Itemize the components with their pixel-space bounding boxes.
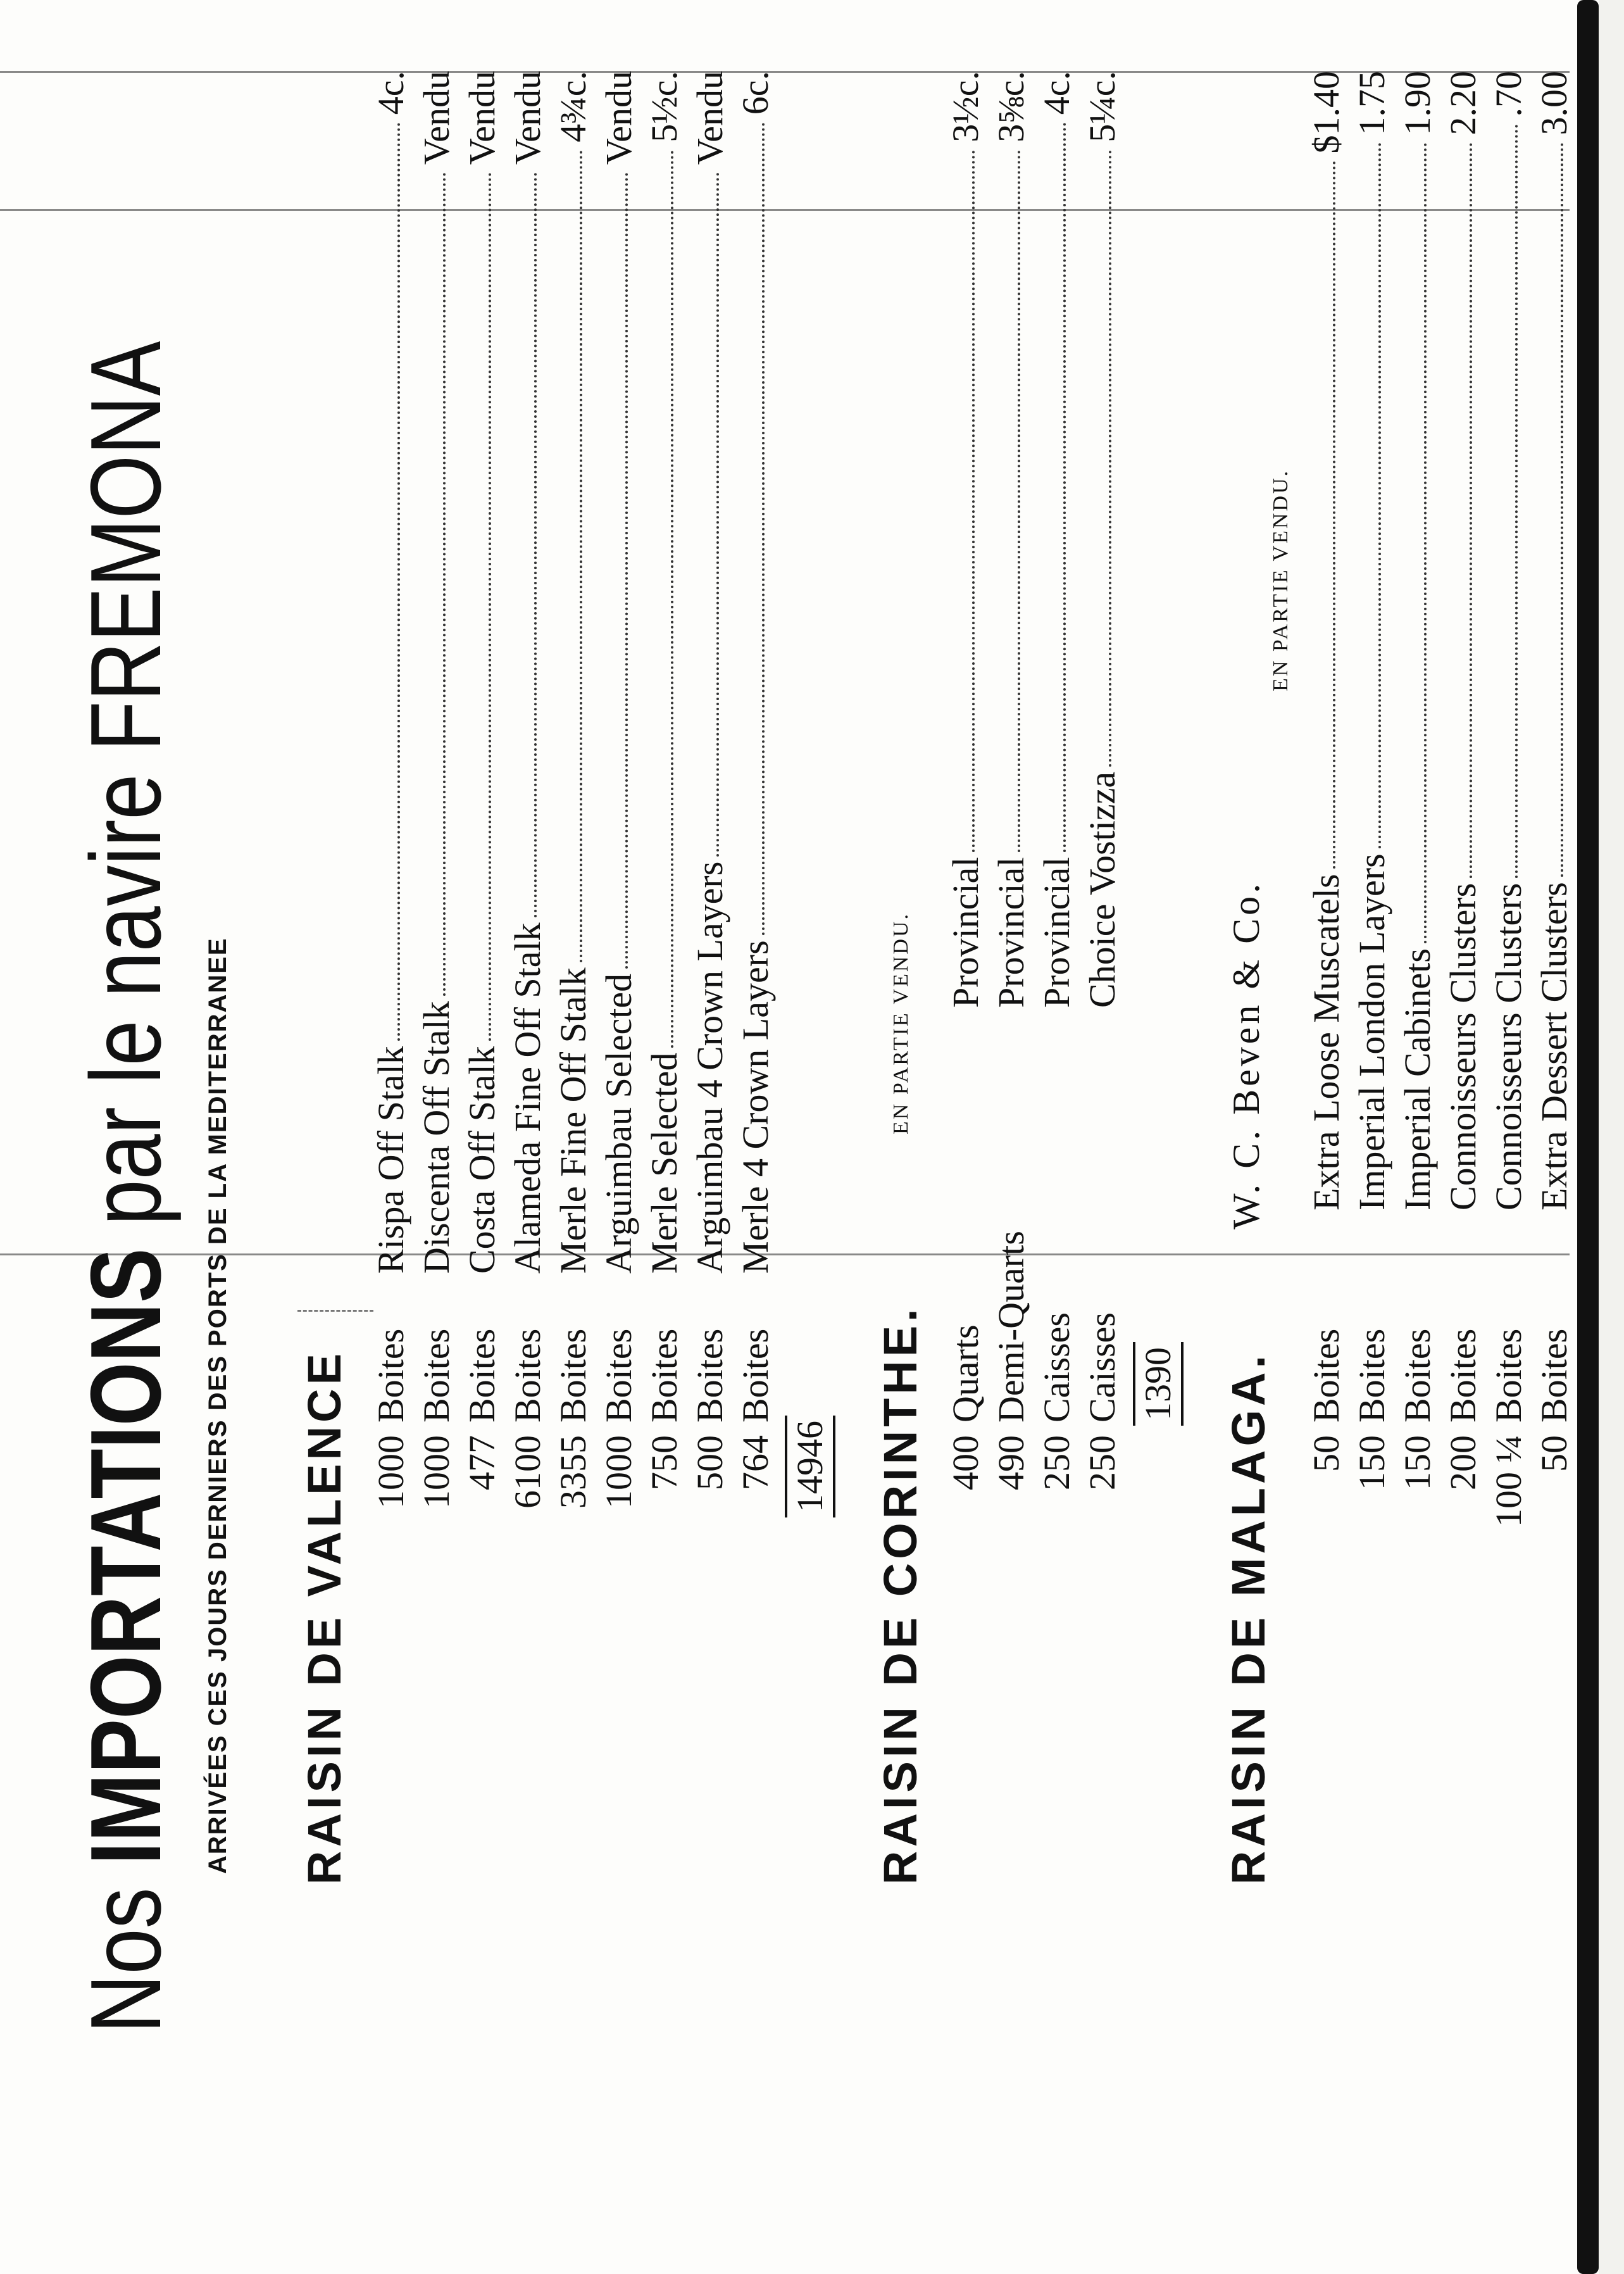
table-row: [1349, 27, 1395, 1546]
row-price: Vendu: [689, 71, 730, 165]
corinthe-table: [943, 27, 1125, 1546]
row-price: Vendu: [507, 71, 548, 165]
row-quantity: 250: [1082, 1435, 1123, 1490]
title-suffix: par le navire FREMONA: [70, 341, 182, 1226]
table-row: [1304, 27, 1349, 1546]
row-unit: Boites: [370, 1328, 411, 1423]
table-row: [733, 27, 778, 1546]
dot-leader: [580, 150, 582, 962]
row-unit: Boites: [598, 1328, 639, 1423]
corinthe-status-note: EN PARTIE VENDU.: [889, 912, 913, 1134]
row-description: Connoisseurs Clusters: [1442, 883, 1483, 1210]
table-row: [1080, 27, 1125, 1546]
dot-leader: [397, 122, 400, 1041]
row-unit: Boites: [1488, 1328, 1529, 1423]
dot-leader: [489, 172, 491, 1041]
malaga-firm: W. C. Beven & Co.: [1225, 880, 1267, 1229]
dot-leader: [1333, 161, 1335, 869]
row-quantity: 3355: [553, 1435, 594, 1509]
row-description: Extra Dessert Clusters: [1533, 882, 1575, 1210]
row-description: Choice Vostizza: [1082, 771, 1123, 1008]
row-price: 3½c.: [945, 71, 986, 142]
malaga-table: [1304, 27, 1577, 1546]
table-row: [368, 27, 414, 1546]
row-quantity: 477: [461, 1435, 503, 1490]
table-row: [505, 27, 551, 1546]
dot-leader: [1470, 142, 1472, 878]
title-prefix: Nos: [70, 1887, 182, 2033]
row-price: 1.90: [1397, 71, 1438, 135]
row-price: 4c.: [1036, 71, 1077, 115]
table-row: [1440, 27, 1486, 1546]
row-quantity: 1000: [598, 1435, 639, 1509]
table-row: [414, 27, 459, 1546]
section-heading-malaga: RAISIN DE MALAGA.: [1222, 1352, 1275, 1885]
row-unit: Boites: [689, 1328, 730, 1423]
row-unit: Boites: [553, 1328, 594, 1423]
dot-leader: [1561, 142, 1563, 877]
dot-leader: [972, 150, 975, 852]
row-description: Imperial London Layers: [1351, 853, 1392, 1210]
row-description: Merle Fine Off Stalk: [553, 967, 594, 1274]
dot-leader: [762, 122, 765, 935]
row-description: Arguimbau 4 Crown Layers: [689, 861, 730, 1274]
divider: [297, 1310, 373, 1312]
row-unit: Demi-Quarts: [990, 1231, 1032, 1423]
row-description: Merle 4 Crown Layers: [735, 940, 776, 1274]
table-row: [1486, 27, 1532, 1546]
table-row: [551, 27, 596, 1546]
malaga-status-note: EN PARTIE VENDU.: [1269, 468, 1292, 691]
row-description: Provincial: [990, 857, 1032, 1008]
row-quantity: 100 ¼: [1488, 1435, 1529, 1527]
page-subtitle: ARRIVÉES CES JOURS DERNIERS DES PORTS DE LA MEDITERRANEE: [204, 937, 232, 1874]
row-price: 3⅝c.: [990, 71, 1032, 142]
row-quantity: 6100: [507, 1435, 548, 1509]
row-price: 2.20: [1442, 71, 1483, 135]
row-unit: Boites: [644, 1328, 685, 1423]
row-description: Provincial: [1036, 857, 1077, 1008]
dot-leader: [1424, 142, 1427, 943]
dot-leader: [716, 172, 719, 857]
table-row: [687, 27, 733, 1546]
valence-total: 14946: [785, 1416, 835, 1517]
row-unit: Boites: [1351, 1328, 1392, 1423]
row-quantity: 150: [1397, 1435, 1438, 1490]
row-quantity: 490: [990, 1435, 1032, 1490]
table-row: [642, 27, 687, 1546]
row-price: Vendu: [461, 71, 503, 165]
row-unit: Caisses: [1036, 1312, 1077, 1423]
row-description: Discenta Off Stalk: [416, 1001, 457, 1274]
valence-table: [368, 27, 778, 1546]
row-price: $1.40: [1306, 71, 1347, 154]
row-quantity: 200: [1442, 1435, 1483, 1490]
title-main: IMPORTATIONS: [70, 1248, 182, 1865]
row-description: Imperial Cabinets: [1397, 948, 1438, 1210]
dot-leader: [1378, 142, 1381, 848]
row-description: Rispa Off Stalk: [370, 1046, 411, 1274]
row-unit: Boites: [416, 1328, 457, 1423]
row-price: .70: [1488, 71, 1529, 117]
row-description: Arguimbau Selected: [598, 973, 639, 1274]
row-quantity: 1000: [416, 1435, 457, 1509]
row-price: Vendu: [598, 71, 639, 165]
dot-leader: [443, 172, 446, 996]
row-unit: Boites: [507, 1328, 548, 1423]
row-unit: Quarts: [945, 1324, 986, 1423]
dot-leader: [1515, 124, 1518, 878]
row-unit: Boites: [1533, 1328, 1575, 1423]
row-description: Costa Off Stalk: [461, 1046, 503, 1274]
row-unit: Boites: [1442, 1328, 1483, 1423]
corinthe-total: 1390: [1133, 1342, 1184, 1426]
section-heading-corinthe: RAISIN DE CORINTHE.: [874, 1305, 927, 1885]
row-price: Vendu: [416, 71, 457, 165]
dot-leader: [1109, 150, 1111, 767]
table-row: [1395, 27, 1440, 1546]
page-title: [70, 341, 182, 2033]
row-price: 6c.: [735, 71, 776, 115]
dot-leader: [671, 150, 673, 1048]
row-price: 5½c.: [644, 71, 685, 142]
table-row: [596, 27, 642, 1546]
row-quantity: 750: [644, 1435, 685, 1490]
row-unit: Boites: [1306, 1328, 1347, 1423]
row-quantity: 250: [1036, 1435, 1077, 1490]
table-row: [1532, 27, 1577, 1546]
row-quantity: 50: [1533, 1435, 1575, 1472]
row-price: 4¾c.: [553, 71, 594, 142]
row-price: 5¼c.: [1082, 71, 1123, 142]
row-description: Alameda Fine Off Stalk: [507, 922, 548, 1274]
row-quantity: 400: [945, 1435, 986, 1490]
row-price: 4c.: [370, 71, 411, 115]
table-row: [989, 27, 1034, 1546]
table-row: [1034, 27, 1080, 1546]
row-price: 3.00: [1533, 71, 1575, 135]
dot-leader: [625, 172, 628, 969]
row-unit: Caisses: [1082, 1312, 1123, 1423]
row-description: Extra Loose Muscatels: [1306, 874, 1347, 1210]
row-quantity: 50: [1306, 1435, 1347, 1472]
row-quantity: 500: [689, 1435, 730, 1490]
row-description: Provincial: [945, 857, 986, 1008]
dot-leader: [1063, 122, 1066, 852]
table-row: [943, 27, 989, 1546]
row-unit: Boites: [461, 1328, 503, 1423]
row-unit: Boites: [1397, 1328, 1438, 1423]
dot-leader: [534, 172, 537, 917]
row-unit: Boites: [735, 1328, 776, 1423]
row-quantity: 1000: [370, 1435, 411, 1509]
section-heading-valence: RAISIN DE VALENCE: [298, 1350, 351, 1885]
dot-leader: [1018, 150, 1020, 852]
row-description: Merle Selected: [644, 1052, 685, 1274]
row-quantity: 150: [1351, 1435, 1392, 1490]
row-price: 1.75: [1351, 71, 1392, 135]
row-description: Connoisseurs Clusters: [1488, 883, 1529, 1210]
table-row: [459, 27, 505, 1546]
row-quantity: 764: [735, 1435, 776, 1490]
